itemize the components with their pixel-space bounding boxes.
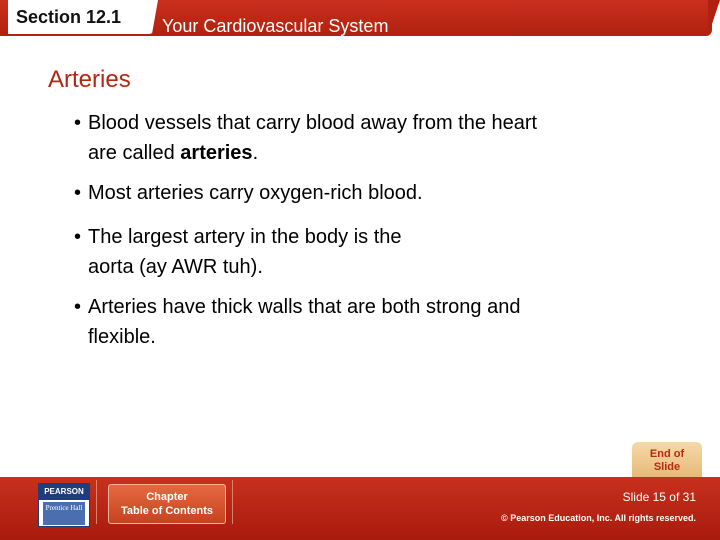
end-slide-label: Slide (653, 461, 681, 473)
bullet-item (74, 108, 644, 168)
logo-text: PEARSON (39, 484, 89, 500)
bullet-text: are called (88, 142, 181, 164)
chapter-toc-button[interactable] (108, 484, 226, 524)
footer-divider (96, 480, 97, 524)
section-label: Section 12.1 (16, 7, 122, 27)
toc-button-label: Table of Contents (120, 505, 214, 517)
bullet-icon: • (74, 182, 82, 204)
bullet-text: The largest artery in the body is the (88, 226, 402, 248)
copyright-notice: © Pearson Education, Inc. All rights reserved. (501, 513, 696, 523)
bullet-bold-term: arteries (180, 142, 253, 164)
slide-number: Slide 15 of 31 (622, 490, 696, 504)
end-of-slide-button[interactable] (632, 442, 702, 478)
footer-divider (232, 480, 233, 524)
bullet-icon: • (74, 296, 82, 318)
page-title: Arteries (48, 66, 131, 93)
bullet-text: flexible. (88, 326, 156, 348)
bullet-text: Arteries have thick walls that are both strong and (88, 296, 521, 318)
bullet-text: Most arteries carry oxygen-rich blood. (88, 182, 423, 204)
bullet-item (74, 292, 644, 352)
bullet-item (74, 222, 644, 282)
bullet-text: . (252, 142, 259, 164)
bullet-text: Blood vessels that carry blood away from the heart (88, 112, 538, 134)
bullet-icon: • (74, 226, 82, 248)
slide-header (0, 0, 720, 44)
end-slide-label: End of (649, 448, 685, 460)
pearson-logo[interactable] (38, 483, 90, 527)
section-title: Your Cardiovascular System (162, 16, 389, 36)
bullet-item (74, 178, 644, 208)
bullet-icon: • (74, 112, 82, 134)
logo-subtext: Prentice Hall (43, 502, 85, 525)
toc-button-label: Chapter (146, 491, 188, 503)
bullet-text: aorta (ay AWR tuh). (88, 256, 263, 278)
